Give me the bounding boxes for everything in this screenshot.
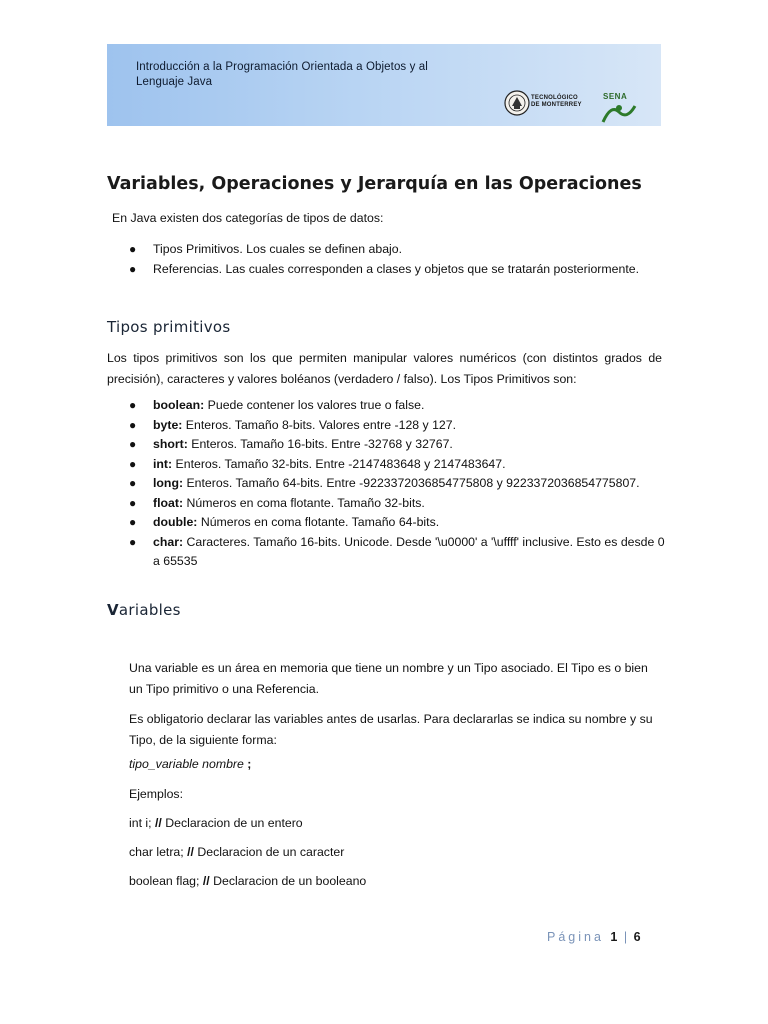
variables-paragraph-2: Es obligatorio declarar las variables antes de usarlas. Para declararlas se indica su nombre y su Tipo, de la siguiente forma: (129, 712, 653, 747)
list-item: ● double: Números en coma flotante. Tamaño 64-bits. (129, 513, 669, 533)
sena-figure-icon (601, 102, 637, 124)
example-line: boolean flag; // Declaracion de un booleano (129, 874, 367, 888)
example-line: int i; // Declaracion de un entero (129, 816, 303, 830)
bullet-icon: ● (129, 515, 137, 529)
categories-list (129, 240, 669, 279)
variables-paragraph-1: Una variable es un área en memoria que tiene un nombre y un Tipo asociado. El Tipo es o bien un Tipo primitivo o una Referencia. (129, 661, 648, 696)
banner-title-line-2: Lenguaje Java (136, 76, 213, 88)
bullet-icon: ● (129, 495, 137, 510)
current-page-number: 1 (610, 930, 618, 944)
bullet-icon: ● (129, 437, 137, 451)
examples-label: Ejemplos: (129, 787, 183, 801)
tec-seal-icon (504, 90, 530, 116)
bullet-icon: ● (129, 242, 137, 256)
total-page-number: 6 (633, 930, 641, 944)
footer-page-label: Página (547, 930, 604, 944)
bullet-icon: ● (129, 534, 137, 549)
list-item: ● long: Enteros. Tamaño 64-bits. Entre -9223372036854775808 y 9223372036854775807. (129, 474, 669, 494)
banner-title (136, 60, 476, 90)
list-item: ● Referencias. Las cuales corresponden a clases y objetos que se tratarán posteriormente. (129, 260, 669, 280)
page-footer (547, 930, 641, 944)
footer-separator: | (623, 930, 628, 944)
bullet-icon: ● (129, 398, 137, 412)
page-title: Variables, Operaciones y Jerarquía en las Operaciones (107, 174, 642, 194)
syntax-text: tipo_variable nombre (129, 757, 244, 771)
list-item: ● Tipos Primitivos. Los cuales se definen abajo. (129, 240, 669, 260)
primitive-types-list (129, 396, 669, 572)
section-heading-primitives: Tipos primitivos (107, 318, 231, 336)
list-item: ● float: Números en coma flotante. Tamaño 32-bits. (129, 494, 669, 514)
sena-logo (599, 92, 639, 124)
list-item: ● byte: Enteros. Tamaño 8-bits. Valores entre -128 y 127. (129, 416, 669, 436)
syntax-line (129, 755, 251, 775)
tecnologico-logo (504, 90, 594, 122)
bullet-icon: ● (129, 417, 137, 432)
intro-text: En Java existen dos categorías de tipos de datos: (112, 211, 384, 225)
list-item: ● boolean: Puede contener los valores true o false. (129, 396, 669, 416)
list-item: ● char: Caracteres. Tamaño 16-bits. Unicode. Desde '\u0000' a '\uffff' inclusive. Esto es desde 0 a 65535 (129, 534, 665, 568)
primitives-paragraph: Los tipos primitivos son los que permiten manipular valores numéricos (con distintos grados de precisión), caracteres y valores boléanos (verdadero / falso). Los Tipos Primitivos son: (107, 351, 662, 386)
header-banner (107, 44, 661, 126)
syntax-terminator: ; (243, 757, 252, 771)
section-heading-variables: Variables (107, 601, 181, 619)
example-line: char letra; // Declaracion de un caracter (129, 845, 345, 859)
banner-title-line-1: Introducción a la Programación Orientada a Objetos y al (136, 61, 428, 73)
bullet-icon: ● (129, 456, 137, 471)
tec-logo-text: TECNOLÓGICO DE MONTERREY (531, 95, 582, 108)
list-item: ● short: Enteros. Tamaño 16-bits. Entre -32768 y 32767. (129, 435, 669, 455)
sena-logo-text: SENA (603, 92, 628, 101)
list-item: ● int: Enteros. Tamaño 32-bits. Entre -2147483648 y 2147483647. (129, 455, 669, 475)
bullet-icon: ● (129, 261, 137, 276)
bullet-icon: ● (129, 476, 137, 490)
